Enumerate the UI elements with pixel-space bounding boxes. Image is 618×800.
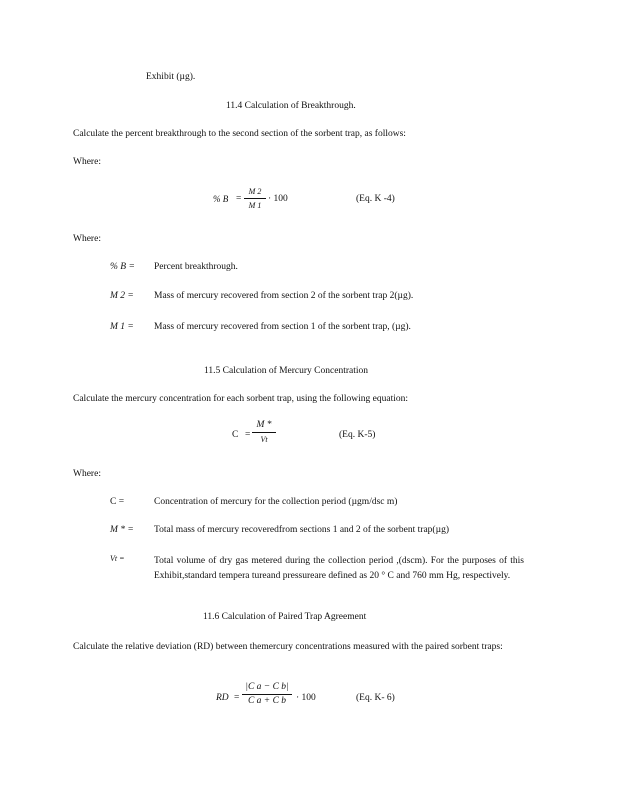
section-11-4-heading: 11.4 Calculation of Breakthrough. bbox=[226, 101, 356, 111]
def-text-mstar: Total mass of mercury recoveredfrom sections 1 and 2 of the sorbent trap(µg) bbox=[154, 525, 449, 535]
eq-k6-denominator: C a + C b bbox=[247, 696, 287, 706]
eq-k5-lhs: C bbox=[232, 430, 239, 440]
eq-k4-fraction bbox=[244, 186, 266, 211]
def-text-m2: Mass of mercury recovered from section 2 of the sorbent trap 2(µg). bbox=[154, 291, 414, 301]
section-11-5-heading: 11.5 Calculation of Mercury Concentration bbox=[204, 366, 369, 376]
section-11-5-intro: Calculate the mercury concentration for each sorbent trap, using the following equation: bbox=[73, 394, 409, 404]
eq-k4-equals: = bbox=[236, 194, 242, 204]
eq-k6-multiplier: · 100 bbox=[296, 693, 316, 703]
section-11-6-intro: Calculate the relative deviation (RD) between themercury concentrations measured with the paired sorbent traps: bbox=[73, 642, 503, 652]
eq-k5-numerator: M * bbox=[256, 420, 272, 430]
def-text-pctb: Percent breakthrough. bbox=[154, 262, 238, 272]
def-text-c: Concentration of mercury for the collection period (µgm/dsc m) bbox=[154, 497, 398, 507]
eq-k5-label: (Eq. K-5) bbox=[339, 430, 376, 440]
def-symbol-m2: M 2 = bbox=[110, 291, 134, 301]
eq-k5-equals: = bbox=[245, 430, 251, 440]
eq-k6-lhs: RD bbox=[216, 693, 229, 703]
eq-k6-numerator: |C a − C b| bbox=[245, 682, 289, 692]
eq-k4-label: (Eq. K -4) bbox=[356, 194, 395, 204]
section-11-6-heading: 11.6 Calculation of Paired Trap Agreement bbox=[203, 612, 367, 622]
def-text-vt: Total volume of dry gas metered during the collection period ,(dscm). For the purposes of this Exhibit,standard tempera tureand pressureare defined as 20 ° C and 760 mm Hg, respectively. bbox=[154, 556, 524, 581]
where-label-3: Where: bbox=[73, 469, 101, 479]
eq-k4-numerator: M 2 bbox=[248, 187, 262, 196]
exhibit-line: Exhibit (µg). bbox=[146, 72, 196, 82]
def-symbol-vt: Vt = bbox=[110, 554, 125, 563]
def-symbol-m1: M 1 = bbox=[110, 322, 134, 332]
eq-k4-denominator: M 1 bbox=[248, 201, 262, 210]
where-label-1: Where: bbox=[73, 157, 101, 167]
eq-k6-label: (Eq. K- 6) bbox=[356, 693, 395, 703]
section-11-4-intro: Calculate the percent breakthrough to the second section of the sorbent trap, as follows: bbox=[73, 129, 406, 139]
where-label-2: Where: bbox=[73, 234, 101, 244]
def-symbol-mstar: M * = bbox=[110, 525, 134, 535]
eq-k5-fraction bbox=[252, 420, 276, 445]
def-symbol-c: C = bbox=[110, 497, 125, 507]
def-text-m1: Mass of mercury recovered from section 1 of the sorbent trap, (µg). bbox=[154, 322, 411, 332]
eq-k6-equals: = bbox=[234, 693, 240, 703]
def-symbol-pctb: % B = bbox=[110, 262, 135, 272]
eq-k5-denominator: Vt bbox=[260, 435, 268, 444]
eq-k6-fraction bbox=[242, 682, 292, 707]
eq-k4-lhs: % B bbox=[213, 194, 229, 204]
eq-k4-multiplier: · 100 bbox=[268, 194, 288, 204]
